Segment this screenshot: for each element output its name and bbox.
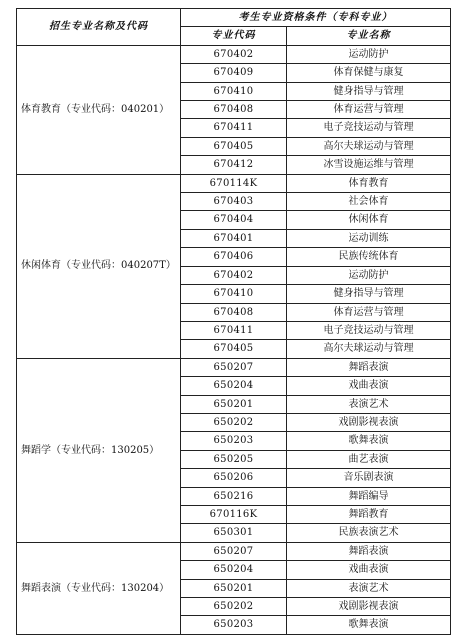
specialty-name-cell: 休闲体育 (287, 211, 451, 229)
specialty-name-cell: 民族表演艺术 (287, 524, 451, 542)
specialty-name-cell: 民族传统体育 (287, 248, 451, 266)
table-row (17, 358, 451, 376)
admission-requirements-table (16, 8, 451, 635)
specialty-name-cell: 舞蹈编导 (287, 487, 451, 505)
specialty-code-cell: 650204 (181, 561, 287, 579)
specialty-name-cell: 戏剧影视表演 (287, 413, 451, 431)
specialty-code-cell: 650201 (181, 579, 287, 597)
specialty-name-cell: 体育保健与康复 (287, 64, 451, 82)
specialty-code-cell: 650204 (181, 377, 287, 395)
specialty-code-cell: 670412 (181, 156, 287, 174)
specialty-name-cell: 体育运营与管理 (287, 303, 451, 321)
specialty-code-cell: 650203 (181, 432, 287, 450)
table-row (17, 45, 451, 63)
specialty-code-cell: 670406 (181, 248, 287, 266)
major-name-cell: 舞蹈表演（专业代码：130204） (17, 542, 181, 634)
specialty-name-cell: 高尔夫球运动与管理 (287, 340, 451, 358)
header-major: 招生专业名称及代码 (17, 9, 181, 46)
table-header (17, 9, 451, 46)
specialty-code-cell: 670116K (181, 505, 287, 523)
specialty-code-cell: 670405 (181, 137, 287, 155)
specialty-code-cell: 650206 (181, 469, 287, 487)
specialty-code-cell: 670410 (181, 82, 287, 100)
specialty-code-cell: 670411 (181, 321, 287, 339)
specialty-code-cell: 670404 (181, 211, 287, 229)
specialty-code-cell: 670411 (181, 119, 287, 137)
specialty-code-cell: 670408 (181, 101, 287, 119)
specialty-code-cell: 670405 (181, 340, 287, 358)
specialty-code-cell: 670114K (181, 174, 287, 192)
specialty-name-cell: 曲艺表演 (287, 450, 451, 468)
specialty-name-cell: 表演艺术 (287, 395, 451, 413)
specialty-name-cell: 戏剧影视表演 (287, 598, 451, 616)
specialty-code-cell: 670402 (181, 45, 287, 63)
specialty-name-cell: 运动训练 (287, 229, 451, 247)
specialty-code-cell: 650202 (181, 413, 287, 431)
specialty-name-cell: 运动防护 (287, 45, 451, 63)
specialty-name-cell: 戏曲表演 (287, 561, 451, 579)
specialty-code-cell: 650202 (181, 598, 287, 616)
major-name-cell: 休闲体育（专业代码：040207T） (17, 174, 181, 358)
specialty-code-cell: 650201 (181, 395, 287, 413)
specialty-name-cell: 戏曲表演 (287, 377, 451, 395)
table-row (17, 542, 451, 560)
specialty-code-cell: 650207 (181, 542, 287, 560)
specialty-code-cell: 670410 (181, 285, 287, 303)
specialty-name-cell: 舞蹈教育 (287, 505, 451, 523)
specialty-name-cell: 高尔夫球运动与管理 (287, 137, 451, 155)
header-code: 专业代码 (181, 27, 287, 45)
specialty-name-cell: 歌舞表演 (287, 432, 451, 450)
specialty-name-cell: 健身指导与管理 (287, 285, 451, 303)
specialty-name-cell: 电子竞技运动与管理 (287, 321, 451, 339)
table-row (17, 174, 451, 192)
specialty-name-cell: 电子竞技运动与管理 (287, 119, 451, 137)
header-name: 专业名称 (287, 27, 451, 45)
specialty-code-cell: 670408 (181, 303, 287, 321)
specialty-name-cell: 社会体育 (287, 193, 451, 211)
table-body (17, 45, 451, 634)
specialty-name-cell: 表演艺术 (287, 579, 451, 597)
specialty-name-cell: 舞蹈表演 (287, 358, 451, 376)
header-requirement-group: 考生专业资格条件（专科专业） (181, 9, 451, 27)
specialty-name-cell: 舞蹈表演 (287, 542, 451, 560)
specialty-name-cell: 健身指导与管理 (287, 82, 451, 100)
specialty-code-cell: 670402 (181, 266, 287, 284)
specialty-name-cell: 音乐剧表演 (287, 469, 451, 487)
specialty-code-cell: 650207 (181, 358, 287, 376)
major-name-cell: 舞蹈学（专业代码：130205） (17, 358, 181, 542)
specialty-name-cell: 体育教育 (287, 174, 451, 192)
major-name-cell: 体育教育（专业代码：040201） (17, 45, 181, 174)
specialty-code-cell: 650203 (181, 616, 287, 634)
specialty-code-cell: 670401 (181, 229, 287, 247)
admission-requirements-table-container (16, 8, 450, 635)
specialty-name-cell: 歌舞表演 (287, 616, 451, 634)
specialty-code-cell: 650301 (181, 524, 287, 542)
specialty-code-cell: 650216 (181, 487, 287, 505)
specialty-name-cell: 冰雪设施运维与管理 (287, 156, 451, 174)
specialty-code-cell: 670403 (181, 193, 287, 211)
specialty-name-cell: 体育运营与管理 (287, 101, 451, 119)
specialty-name-cell: 运动防护 (287, 266, 451, 284)
specialty-code-cell: 650205 (181, 450, 287, 468)
specialty-code-cell: 670409 (181, 64, 287, 82)
